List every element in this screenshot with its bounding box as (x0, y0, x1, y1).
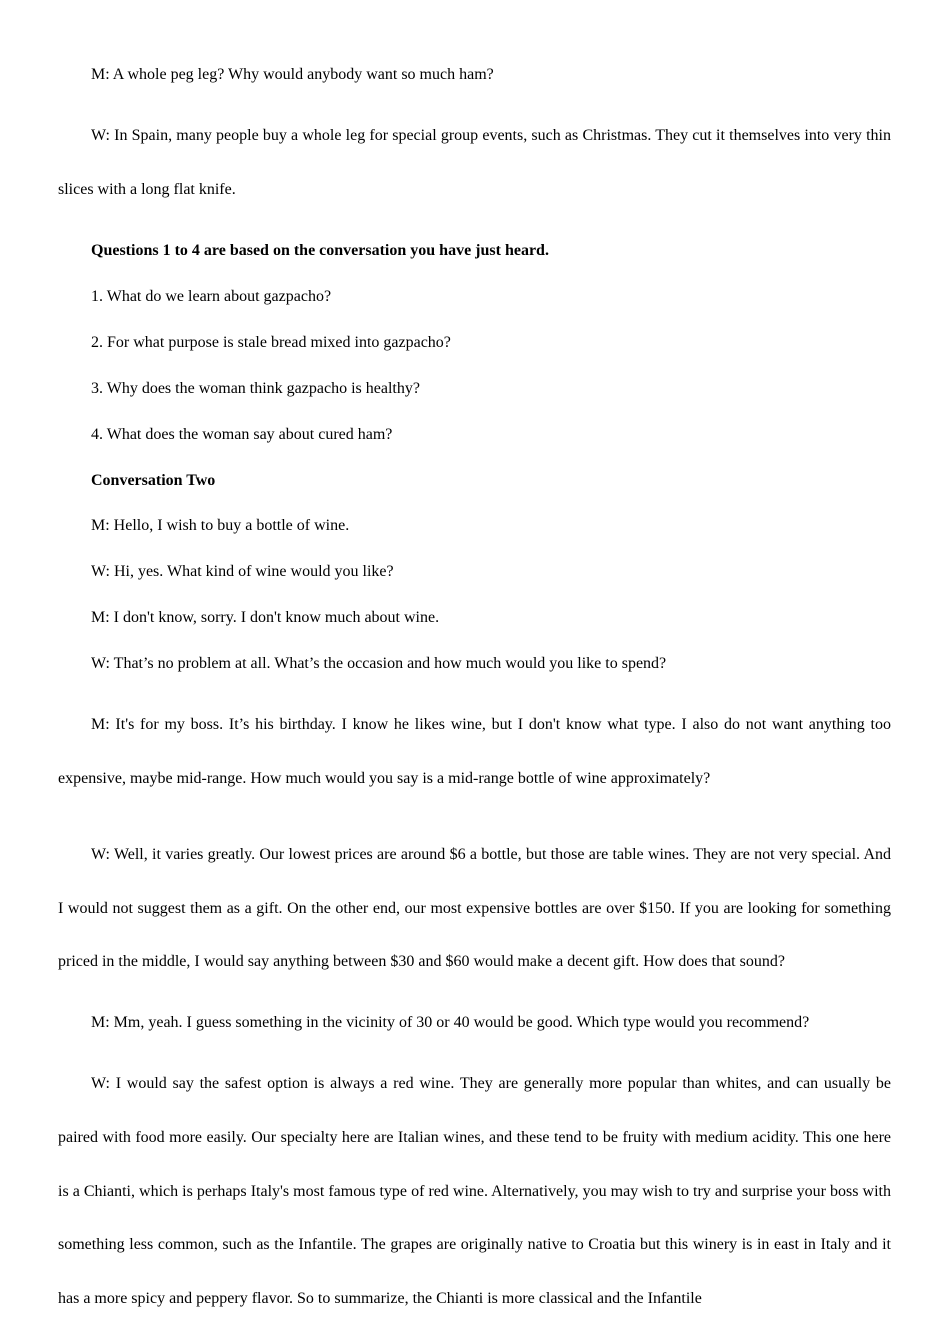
question-1: 1. What do we learn about gazpacho? (91, 287, 332, 305)
paragraph-w-red-wine: W: I would say the safest option is always a red wine. They are generally more popular than whites, and can usually be paired with food more easily. Our specialty here are Italian wines, and these tend to be fruity with medium acidity. This one here is a Chianti, which is perhaps Italy's most famous type of red wine. Alternatively, you may wish to try and surprise your boss with something less common, such as the Infantile. The grapes are originally native to Croatia but this winery is in east in Italy and it has a more spicy and peppery flavor. So to summarize, the Chianti is more classical and the Infantile (58, 1075, 891, 1308)
question-4: 4. What does the woman say about cured ham? (91, 425, 393, 443)
conversation-two-heading: Conversation Two (91, 471, 216, 489)
paragraph-w-spain-ham: W: In Spain, many people buy a whole leg for special group events, such as Christmas. They cut it themselves into very thin slices with a long flat knife. (58, 126, 891, 198)
paragraph-w-prices: W: Well, it varies greatly. Our lowest prices are around $6 a bottle, but those are table wines. They are not very special. And I would not suggest them as a gift. On the other end, our most expensive bottles are over $150. If you are looking for something priced in the middle, I would say anything between $30 and $60 would make a decent gift. How does that sound? (58, 846, 891, 971)
paragraph-m-boss-birthday: M: It's for my boss. It’s his birthday. I know he likes wine, but I don't know what type. I also do not want anything too expensive, maybe mid-range. How much would you say is a mid-range bottle of wine approximately? (58, 716, 891, 788)
paragraph-w-what-kind: W: Hi, yes. What kind of wine would you like? (91, 563, 394, 581)
question-2: 2. For what purpose is stale bread mixed into gazpacho? (91, 333, 451, 351)
paragraph-m-buy-wine: M: Hello, I wish to buy a bottle of wine. (91, 517, 350, 535)
paragraph-m-dont-know: M: I don't know, sorry. I don't know much about wine. (91, 609, 440, 627)
questions-heading: Questions 1 to 4 are based on the conversation you have just heard. (91, 241, 549, 259)
paragraph-m-vicinity: M: Mm, yeah. I guess something in the vicinity of 30 or 40 would be good. Which type would you recommend? (91, 1014, 810, 1032)
paragraph-w-occasion: W: That’s no problem at all. What’s the occasion and how much would you like to spend? (91, 655, 667, 673)
document-page (58, 63, 891, 1318)
question-3: 3. Why does the woman think gazpacho is healthy? (91, 379, 420, 397)
paragraph-m-peg-leg: M: A whole peg leg? Why would anybody want so much ham? (91, 66, 494, 83)
